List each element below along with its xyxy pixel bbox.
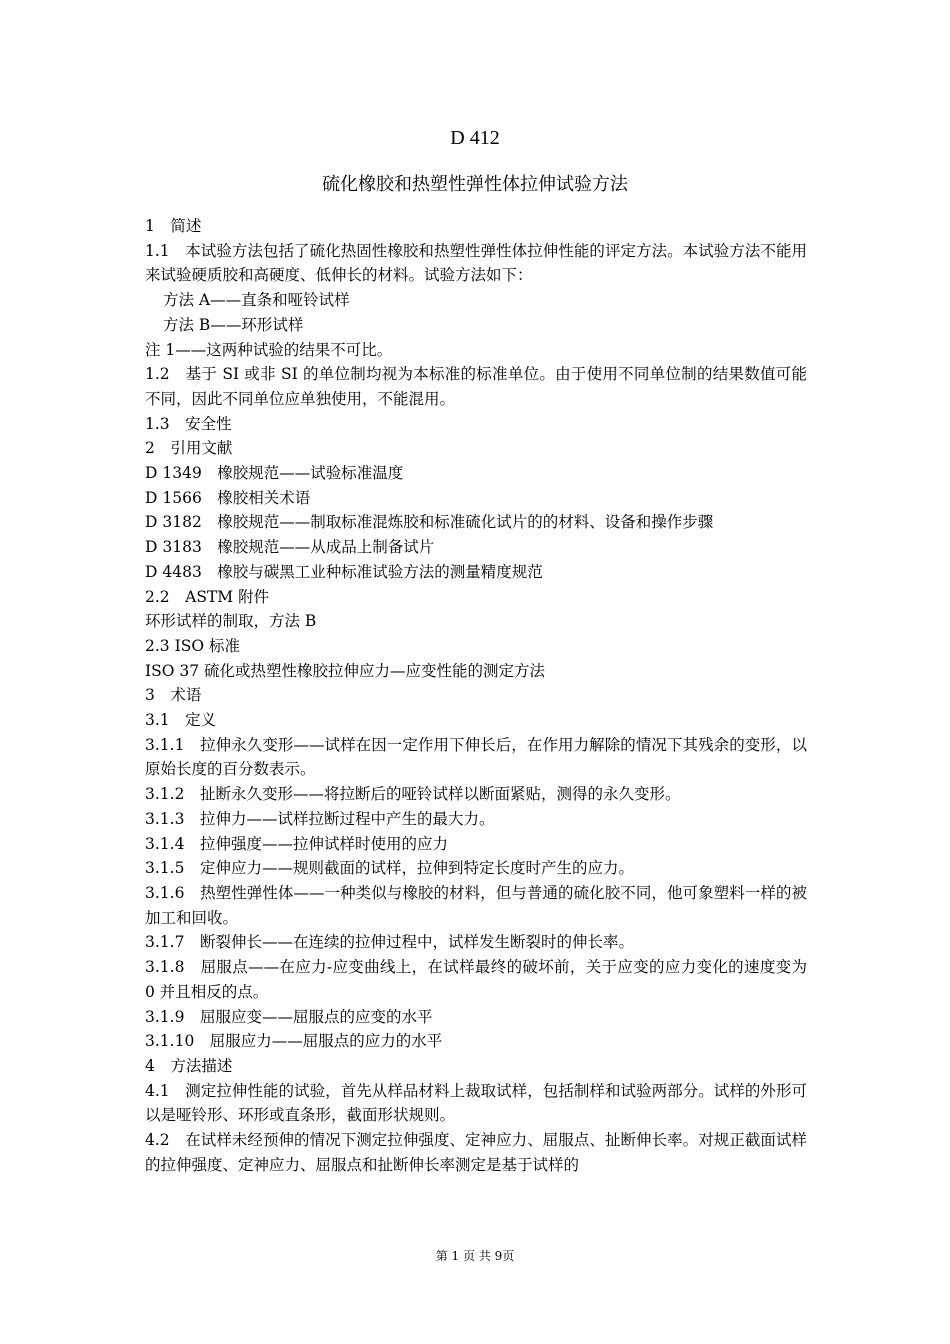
paragraph: 方法 B——环形试样	[163, 315, 304, 334]
paragraph: ISO 37 硫化或热塑性橡胶拉伸应力—应变性能的测定方法	[145, 661, 546, 680]
paragraph: 2 引用文献	[145, 439, 233, 458]
document-code: D 412	[450, 127, 500, 149]
paragraph: 3.1.9 屈服应变——屈服点的应变的水平	[145, 1007, 433, 1026]
paragraph: D 1349 橡胶规范——试验标准温度	[145, 464, 404, 483]
paragraph: 1.3 安全性	[145, 414, 232, 433]
paragraph: 3.1.1 拉伸永久变形——试样在因一定作用下伸长后，在作用力解除的情况下其残余的变形，以原始长度的百分数表示。	[145, 735, 807, 779]
paragraph: 4.1 测定拉伸性能的试验，首先从样品材料上裁取试样，包括制样和试验两部分。试样的外形可以是哑铃形、环形或直条形，截面形状规则。	[145, 1081, 807, 1125]
paragraph: 4.2 在试样未经预伸的情况下测定拉伸强度、定神应力、屈服点、扯断伸长率。对规正截面试样的拉伸强度、定神应力、屈服点和扯断伸长率测定是基于试样的	[145, 1131, 807, 1174]
page-footer: 第 1 页 共 9页	[435, 1249, 515, 1263]
paragraph: D 4483 橡胶与碳黑工业种标准试验方法的测量精度规范	[145, 562, 543, 581]
paragraph: 3 术语	[145, 686, 202, 705]
paragraph: 3.1.2 扯断永久变形——将拉断后的哑铃试样以断面紧贴，测得的永久变形。	[145, 785, 681, 804]
paragraph: 3.1.8 屈服点——在应力-应变曲线上，在试样最终的破坏前，关于应变的应力变化的速度变为 0 并且相反的点。	[145, 958, 807, 1001]
paragraph: 1 简述	[145, 217, 202, 235]
document-body	[145, 214, 807, 1177]
paragraph: D 3182 橡胶规范——制取标准混炼胶和标准硫化试片的的材料、设备和操作步骤	[145, 513, 714, 532]
paragraph: 3.1 定义	[145, 711, 217, 730]
paragraph: 2.2 ASTM 附件	[145, 587, 270, 606]
paragraph: 1.2 基于 SI 或非 SI 的单位制均视为本标准的标准单位。由于使用不同单位制的结果数值可能不同，因此不同单位应单独使用，不能混用。	[145, 365, 807, 408]
paragraph: 1.1 本试验方法包括了硫化热固性橡胶和热塑性弹性体拉伸性能的评定方法。本试验方法不能用来试验硬质胶和高硬度、低伸长的材料。试验方法如下：	[145, 241, 807, 285]
paragraph: 3.1.3 拉伸力——试样拉断过程中产生的最大力。	[145, 809, 495, 828]
paragraph: 2.3 ISO 标准	[145, 636, 240, 655]
paragraph: 注 1——这两种试验的结果不可比。	[145, 340, 393, 359]
paragraph: 3.1.5 定伸应力——规则截面的试样，拉伸到特定长度时产生的应力。	[145, 859, 634, 878]
paragraph: D 3183 橡胶规范——从成品上制备试片	[145, 538, 435, 557]
paragraph: 方法 A——直条和哑铃试样	[163, 291, 350, 310]
paragraph: 环形试样的制取，方法 B	[145, 612, 317, 631]
paragraph: 3.1.4 拉伸强度——拉伸试样时使用的应力	[145, 834, 448, 853]
paragraph: 3.1.7 断裂伸长——在连续的拉伸过程中，试样发生断裂时的伸长率。	[145, 933, 634, 952]
paragraph: 3.1.10 屈服应力——屈服点的应力的水平	[145, 1032, 443, 1051]
paragraph: D 1566 橡胶相关术语	[145, 488, 311, 507]
document-title: 硫化橡胶和热塑性弹性体拉伸试验方法	[322, 174, 628, 195]
paragraph: 4 方法描述	[145, 1056, 233, 1075]
paragraph: 3.1.6 热塑性弹性体——一种类似与橡胶的材料，但与普通的硫化胶不同，他可象塑料一样的被加工和回收。	[145, 883, 807, 927]
